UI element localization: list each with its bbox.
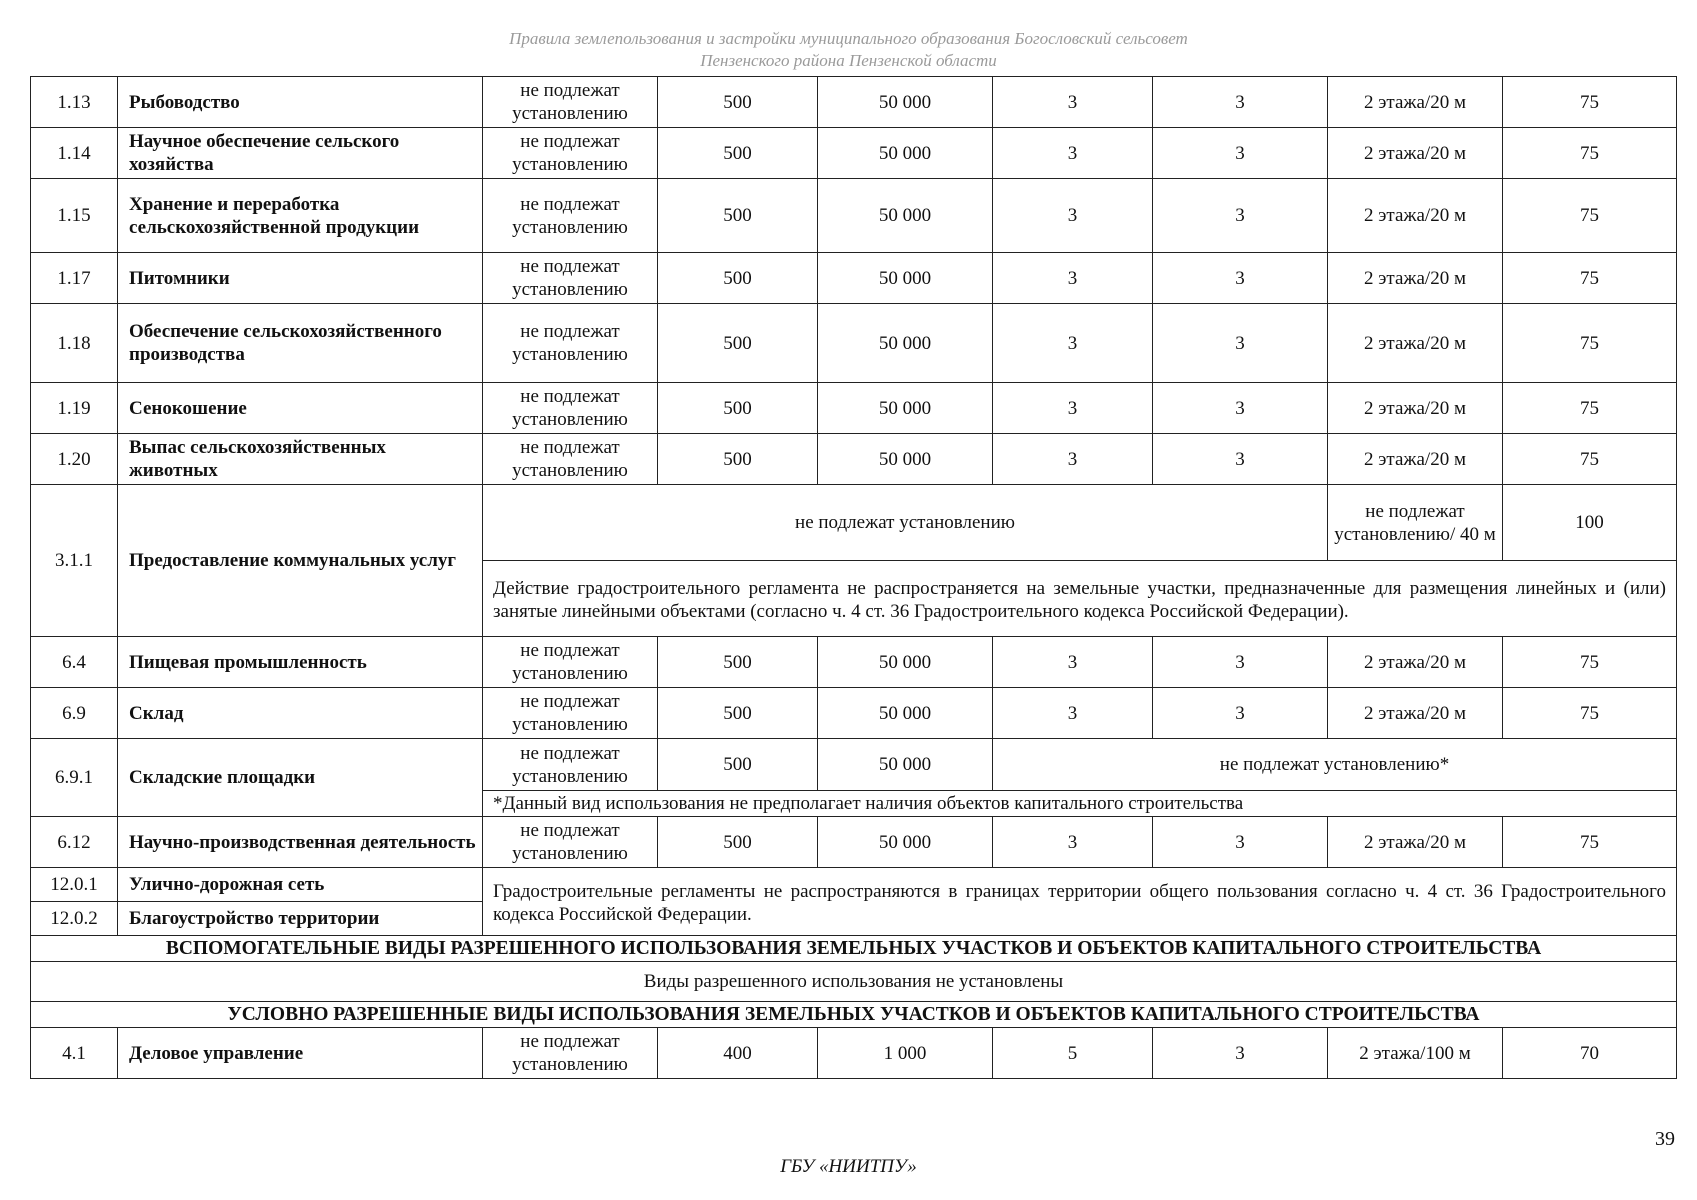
cell-c7: 75 [1503, 688, 1677, 739]
cell-c1: не подлежат установлению [483, 253, 658, 304]
cell-c5: 3 [1153, 128, 1328, 179]
section-heading-auxiliary: ВСПОМОГАТЕЛЬНЫЕ ВИДЫ РАЗРЕШЕННОГО ИСПОЛЬЗОВАНИЯ ЗЕМЕЛЬНЫХ УЧАСТКОВ И ОБЪЕКТОВ КАПИТАЛЬНОГО СТРОИТЕЛЬСТВА [31, 936, 1677, 962]
cell-c6: 2 этажа/20 м [1328, 128, 1503, 179]
cell-c6: 2 этажа/20 м [1328, 383, 1503, 434]
cell-c1: не подлежат установлению [483, 739, 658, 791]
cell-c7: 75 [1503, 383, 1677, 434]
cell-c5: 3 [1153, 383, 1328, 434]
cell-c2: 500 [658, 304, 818, 383]
cell-c7: 75 [1503, 128, 1677, 179]
cell-c6: 2 этажа/20 м [1328, 304, 1503, 383]
row-name: Улично-дорожная сеть [118, 868, 483, 902]
row-code: 3.1.1 [31, 485, 118, 637]
cell-c1: не подлежат установлению [483, 179, 658, 253]
row-name: Благоустройство территории [118, 902, 483, 936]
cell-c6: 2 этажа/20 м [1328, 688, 1503, 739]
row-name: Обеспечение сельскохозяйственного производства [118, 304, 483, 383]
cell-c5: 3 [1153, 637, 1328, 688]
cell-c3: 50 000 [818, 688, 993, 739]
row-note: Градостроительные регламенты не распространяются в границах территории общего пользования согласно ч. 4 ст. 36 Градостроительного кодекса Российской Федерации. [483, 868, 1677, 936]
row-name: Научное обеспечение сельского хозяйства [118, 128, 483, 179]
row-code: 1.14 [31, 128, 118, 179]
cell-c2: 500 [658, 434, 818, 485]
cell-c6: 2 этажа/20 м [1328, 77, 1503, 128]
row-name: Склад [118, 688, 483, 739]
row-name: Складские площадки [118, 739, 483, 817]
auxiliary-note: Виды разрешенного использования не установлены [31, 962, 1677, 1002]
cell-c1: не подлежат установлению [483, 1028, 658, 1079]
cell-c1: не подлежат установлению [483, 434, 658, 485]
cell-c4: 3 [993, 817, 1153, 868]
page-number: 39 [1655, 1128, 1675, 1150]
table-row [31, 485, 1677, 561]
table-body-b [31, 637, 1677, 739]
table-row [31, 817, 1677, 868]
row-name: Деловое управление [118, 1028, 483, 1079]
cell-c4: 3 [993, 77, 1153, 128]
row-code: 1.17 [31, 253, 118, 304]
cell-c5: 3 [1153, 434, 1328, 485]
row-code: 1.19 [31, 383, 118, 434]
cell-c4: 3 [993, 304, 1153, 383]
cell-c5: 3 [1153, 304, 1328, 383]
table-row [31, 962, 1677, 1002]
cell-c4: 5 [993, 1028, 1153, 1079]
cell-c2: 500 [658, 383, 818, 434]
row-code: 12.0.2 [31, 902, 118, 936]
row-code: 6.9.1 [31, 739, 118, 817]
row-name: Пищевая промышленность [118, 637, 483, 688]
cell-c3: 50 000 [818, 637, 993, 688]
cell-c7: 75 [1503, 304, 1677, 383]
cell-c4: 3 [993, 434, 1153, 485]
cell-c2: 500 [658, 637, 818, 688]
section-row [31, 1002, 1677, 1028]
max-height: не подлежат установлению/ 40 м [1328, 485, 1503, 561]
cell-c1: не подлежат установлению [483, 688, 658, 739]
cell-c3: 50 000 [818, 817, 993, 868]
cell-c1: не подлежат установлению [483, 383, 658, 434]
cell-c3: 50 000 [818, 77, 993, 128]
regulations-table [30, 76, 1677, 1079]
cell-c5: 3 [1153, 77, 1328, 128]
cell-c2: 500 [658, 253, 818, 304]
cell-c1: не подлежат установлению [483, 128, 658, 179]
table-row [31, 304, 1677, 383]
row-code: 6.4 [31, 637, 118, 688]
cell-c2: 500 [658, 688, 818, 739]
row-code: 1.13 [31, 77, 118, 128]
cell-c6: 2 этажа/20 м [1328, 253, 1503, 304]
cell-c2: 400 [658, 1028, 818, 1079]
table-body-d [31, 1028, 1677, 1079]
cell-c2: 500 [658, 77, 818, 128]
cell-c6: 2 этажа/100 м [1328, 1028, 1503, 1079]
cell-c5: 3 [1153, 817, 1328, 868]
table-row [31, 77, 1677, 128]
cell-c3: 50 000 [818, 128, 993, 179]
cell-c7: 75 [1503, 253, 1677, 304]
cell-c4: 3 [993, 637, 1153, 688]
cell-c6: 2 этажа/20 м [1328, 434, 1503, 485]
row-name: Рыбоводство [118, 77, 483, 128]
table-body-12 [31, 868, 1677, 1028]
row-code: 6.12 [31, 817, 118, 868]
row-name: Выпас сельскохозяйственных животных [118, 434, 483, 485]
row-name: Предоставление коммунальных услуг [118, 485, 483, 637]
cell-c4: 3 [993, 688, 1153, 739]
section-heading-conditional: УСЛОВНО РАЗРЕШЕННЫЕ ВИДЫ ИСПОЛЬЗОВАНИЯ ЗЕМЕЛЬНЫХ УЧАСТКОВ И ОБЪЕКТОВ КАПИТАЛЬНОГО СТРОИТЕЛЬСТВА [31, 1002, 1677, 1028]
row-name: Питомники [118, 253, 483, 304]
cell-c1: не подлежат установлению [483, 817, 658, 868]
cell-c7: 75 [1503, 637, 1677, 688]
table-row [31, 253, 1677, 304]
table-row [31, 739, 1677, 791]
cell-c7: 75 [1503, 77, 1677, 128]
row-code: 12.0.1 [31, 868, 118, 902]
row-name: Научно-производственная деятельность [118, 817, 483, 868]
cell-c6: 2 этажа/20 м [1328, 637, 1503, 688]
table-row [31, 688, 1677, 739]
cell-c1: не подлежат установлению [483, 637, 658, 688]
row-note: Действие градостроительного регламента не распространяется на земельные участки, предназначенные для размещения линейных и (или) занятые линейными объектами (согласно ч. 4 ст. 36 Градостроительного кодекса Российской Федерации). [483, 561, 1677, 637]
table-row [31, 637, 1677, 688]
page-footer: ГБУ «НИИТПУ» [780, 1156, 917, 1177]
cell-c1: не подлежат установлению [483, 304, 658, 383]
cell-c3: 50 000 [818, 253, 993, 304]
page-header [0, 28, 1697, 72]
cell-c4: 3 [993, 253, 1153, 304]
section-row [31, 936, 1677, 962]
header-line-2: Пензенского района Пензенской области [700, 51, 997, 70]
table-row [31, 434, 1677, 485]
table-row [31, 128, 1677, 179]
table-row [31, 179, 1677, 253]
row-code: 4.1 [31, 1028, 118, 1079]
cell-c3: 50 000 [818, 383, 993, 434]
table-body-c [31, 817, 1677, 868]
row-note: *Данный вид использования не предполагает наличия объектов капитального строительства [483, 791, 1677, 817]
cell-c7: 75 [1503, 434, 1677, 485]
cell-c7: 70 [1503, 1028, 1677, 1079]
row-code: 1.15 [31, 179, 118, 253]
cell-c5: 3 [1153, 179, 1328, 253]
row-code: 6.9 [31, 688, 118, 739]
max-percent: 100 [1503, 485, 1677, 561]
cell-c3: 50 000 [818, 179, 993, 253]
cell-c5: 3 [1153, 1028, 1328, 1079]
cell-c7: 75 [1503, 817, 1677, 868]
cell-c4: 3 [993, 383, 1153, 434]
cell-c2: 500 [658, 817, 818, 868]
merged-params: не подлежат установлению [483, 485, 1328, 561]
row-name: Сенокошение [118, 383, 483, 434]
cell-c4: 3 [993, 128, 1153, 179]
table-body-311 [31, 485, 1677, 637]
cell-c1: не подлежат установлению [483, 77, 658, 128]
table-row [31, 383, 1677, 434]
row-code: 1.18 [31, 304, 118, 383]
header-line-1: Правила землепользования и застройки муниципального образования Богословский сельсовет [509, 29, 1188, 48]
table-body-691 [31, 739, 1677, 817]
cell-c4: 3 [993, 179, 1153, 253]
cell-c3: 50 000 [818, 739, 993, 791]
row-code: 1.20 [31, 434, 118, 485]
row-name: Хранение и переработка сельскохозяйственной продукции [118, 179, 483, 253]
cell-c6: 2 этажа/20 м [1328, 179, 1503, 253]
cell-c2: 500 [658, 179, 818, 253]
table-row [31, 868, 1677, 902]
cell-c5: 3 [1153, 688, 1328, 739]
cell-c2: 500 [658, 128, 818, 179]
cell-c3: 50 000 [818, 434, 993, 485]
table-row [31, 1028, 1677, 1079]
cell-c5: 3 [1153, 253, 1328, 304]
cell-c3: 50 000 [818, 304, 993, 383]
table-body-main [31, 77, 1677, 485]
cell-c3: 1 000 [818, 1028, 993, 1079]
cell-c2: 500 [658, 739, 818, 791]
cell-c7: 75 [1503, 179, 1677, 253]
cell-c6: 2 этажа/20 м [1328, 817, 1503, 868]
merged-params: не подлежат установлению* [993, 739, 1677, 791]
